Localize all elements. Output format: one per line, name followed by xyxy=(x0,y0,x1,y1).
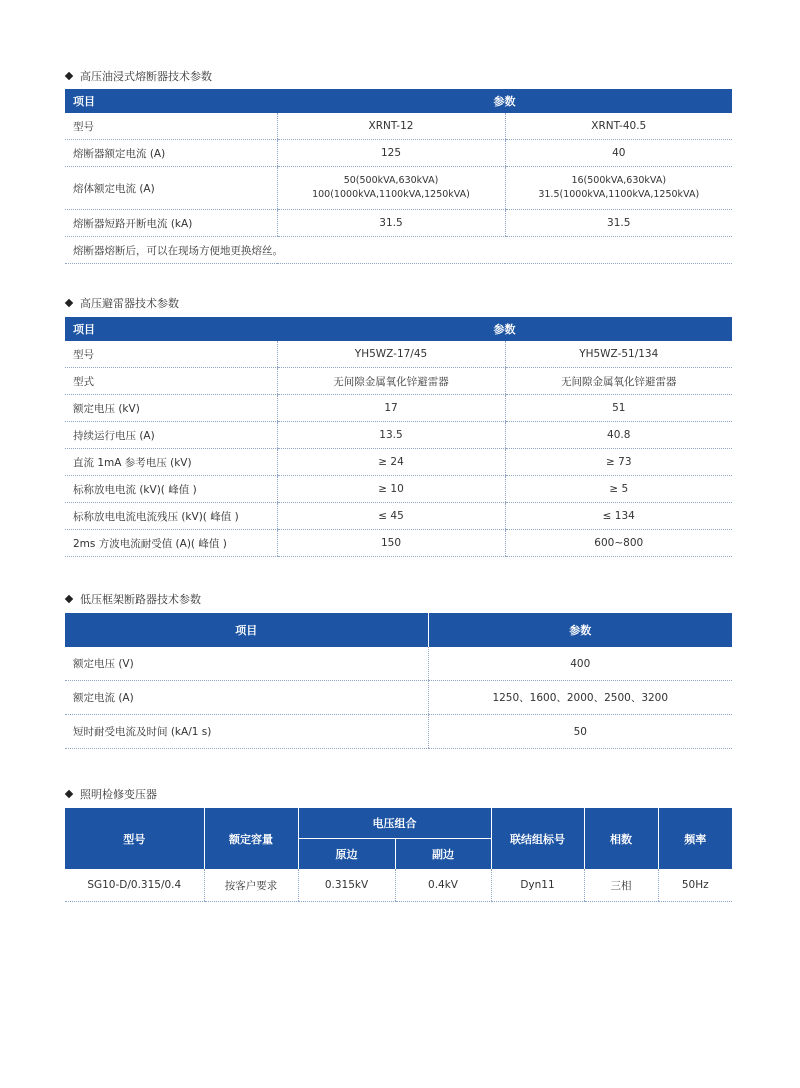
cell-line: 16(500kVA,630kVA) xyxy=(571,175,667,186)
table-row xyxy=(65,210,732,237)
row-label: 熔断器额定电流 (A) xyxy=(65,140,277,167)
diamond-bullet-icon xyxy=(65,299,73,307)
cell-value: 125 xyxy=(277,140,505,167)
cell-value: 40.8 xyxy=(505,422,732,449)
fuse-spec-table xyxy=(65,89,732,264)
arrester-spec-table xyxy=(65,317,732,557)
breaker-spec-table xyxy=(65,613,732,749)
table-row xyxy=(65,395,732,422)
table-row xyxy=(65,715,732,749)
table-row xyxy=(65,113,732,140)
cell-value: ≥ 73 xyxy=(505,449,732,476)
diamond-bullet-icon xyxy=(65,72,73,80)
row-label: 2ms 方波电流耐受值 (A)( 峰值 ) xyxy=(65,530,277,557)
cell-value: ≥ 10 xyxy=(277,476,505,503)
header-primary: 原边 xyxy=(298,839,395,870)
table-row xyxy=(65,422,732,449)
row-label: 标称放电电流 (kV)( 峰值 ) xyxy=(65,476,277,503)
cell-vector-group: Dyn11 xyxy=(491,869,584,902)
cell-value: YH5WZ-17/45 xyxy=(277,341,505,368)
cell-phase: 三相 xyxy=(584,869,658,902)
row-label: 熔断器短路开断电流 (kA) xyxy=(65,210,277,237)
section-title-fuse xyxy=(65,68,212,84)
header-item: 项目 xyxy=(65,613,428,647)
header-vector-group: 联结组标号 xyxy=(491,808,584,869)
cell-value: XRNT-12 xyxy=(277,113,505,140)
cell-value: 13.5 xyxy=(277,422,505,449)
cell-secondary: 0.4kV xyxy=(395,869,491,902)
table-row xyxy=(65,681,732,715)
header-param: 参数 xyxy=(428,613,732,647)
cell-value: XRNT-40.5 xyxy=(505,113,732,140)
header-frequency: 频率 xyxy=(658,808,732,869)
table-row xyxy=(65,167,732,210)
section-title-transformer xyxy=(65,786,157,802)
cell-model: SG10-D/0.315/0.4 xyxy=(65,869,204,902)
cell-value xyxy=(505,167,732,210)
section-title-text: 高压油浸式熔断器技术参数 xyxy=(80,70,212,83)
row-label: 型号 xyxy=(65,341,277,368)
cell-value: 50 xyxy=(428,715,732,749)
cell-line: 50(500kVA,630kVA) xyxy=(343,175,439,186)
table-row xyxy=(65,368,732,395)
table-row xyxy=(65,449,732,476)
cell-value: 17 xyxy=(277,395,505,422)
cell-value: ≥ 24 xyxy=(277,449,505,476)
cell-value: 150 xyxy=(277,530,505,557)
note-text: 熔断器熔断后，可以在现场方便地更换熔丝。 xyxy=(65,237,732,264)
cell-value: 31.5 xyxy=(277,210,505,237)
cell-value: 1250、1600、2000、2500、3200 xyxy=(428,681,732,715)
row-label: 短时耐受电流及时间 (kA/1 s) xyxy=(65,715,428,749)
cell-capacity: 按客户要求 xyxy=(204,869,298,902)
table-row xyxy=(65,647,732,681)
section-title-text: 照明检修变压器 xyxy=(80,788,157,801)
cell-value: ≤ 45 xyxy=(277,503,505,530)
cell-value: 400 xyxy=(428,647,732,681)
row-label: 额定电压 (kV) xyxy=(65,395,277,422)
header-capacity: 额定容量 xyxy=(204,808,298,869)
table-row xyxy=(65,530,732,557)
cell-value: 无间隙金属氧化锌避雷器 xyxy=(505,368,732,395)
table-row xyxy=(65,476,732,503)
cell-line: 100(1000kVA,1100kVA,1250kVA) xyxy=(312,189,470,200)
row-label: 熔体额定电流 (A) xyxy=(65,167,277,210)
section-title-text: 高压避雷器技术参数 xyxy=(80,297,179,310)
cell-value: 31.5 xyxy=(505,210,732,237)
table-row xyxy=(65,503,732,530)
row-label: 额定电压 (V) xyxy=(65,647,428,681)
row-label: 额定电流 (A) xyxy=(65,681,428,715)
row-label: 标称放电电流电流残压 (kV)( 峰值 ) xyxy=(65,503,277,530)
cell-value: ≤ 134 xyxy=(505,503,732,530)
header-voltage: 电压组合 xyxy=(298,808,491,839)
cell-value: 无间隙金属氧化锌避雷器 xyxy=(277,368,505,395)
cell-value: ≥ 5 xyxy=(505,476,732,503)
header-item: 项目 xyxy=(65,89,277,113)
section-title-breaker xyxy=(65,591,201,607)
cell-frequency: 50Hz xyxy=(658,869,732,902)
transformer-spec-table xyxy=(65,808,732,902)
cell-value xyxy=(277,167,505,210)
row-label: 型号 xyxy=(65,113,277,140)
header-param: 参数 xyxy=(277,89,732,113)
header-param: 参数 xyxy=(277,317,732,341)
cell-value: YH5WZ-51/134 xyxy=(505,341,732,368)
cell-primary: 0.315kV xyxy=(298,869,395,902)
table-row xyxy=(65,237,732,264)
table-row xyxy=(65,341,732,368)
diamond-bullet-icon xyxy=(65,790,73,798)
table-row xyxy=(65,869,732,902)
row-label: 直流 1mA 参考电压 (kV) xyxy=(65,449,277,476)
table-row xyxy=(65,140,732,167)
cell-line: 31.5(1000kVA,1100kVA,1250kVA) xyxy=(538,189,700,200)
section-title-text: 低压框架断路器技术参数 xyxy=(80,593,201,606)
header-item: 项目 xyxy=(65,317,277,341)
diamond-bullet-icon xyxy=(65,595,73,603)
cell-value: 40 xyxy=(505,140,732,167)
row-label: 型式 xyxy=(65,368,277,395)
cell-value: 51 xyxy=(505,395,732,422)
header-phase: 相数 xyxy=(584,808,658,869)
cell-value: 600~800 xyxy=(505,530,732,557)
header-model: 型号 xyxy=(65,808,204,869)
row-label: 持续运行电压 (A) xyxy=(65,422,277,449)
header-secondary: 副边 xyxy=(395,839,491,870)
section-title-arrester xyxy=(65,295,179,311)
